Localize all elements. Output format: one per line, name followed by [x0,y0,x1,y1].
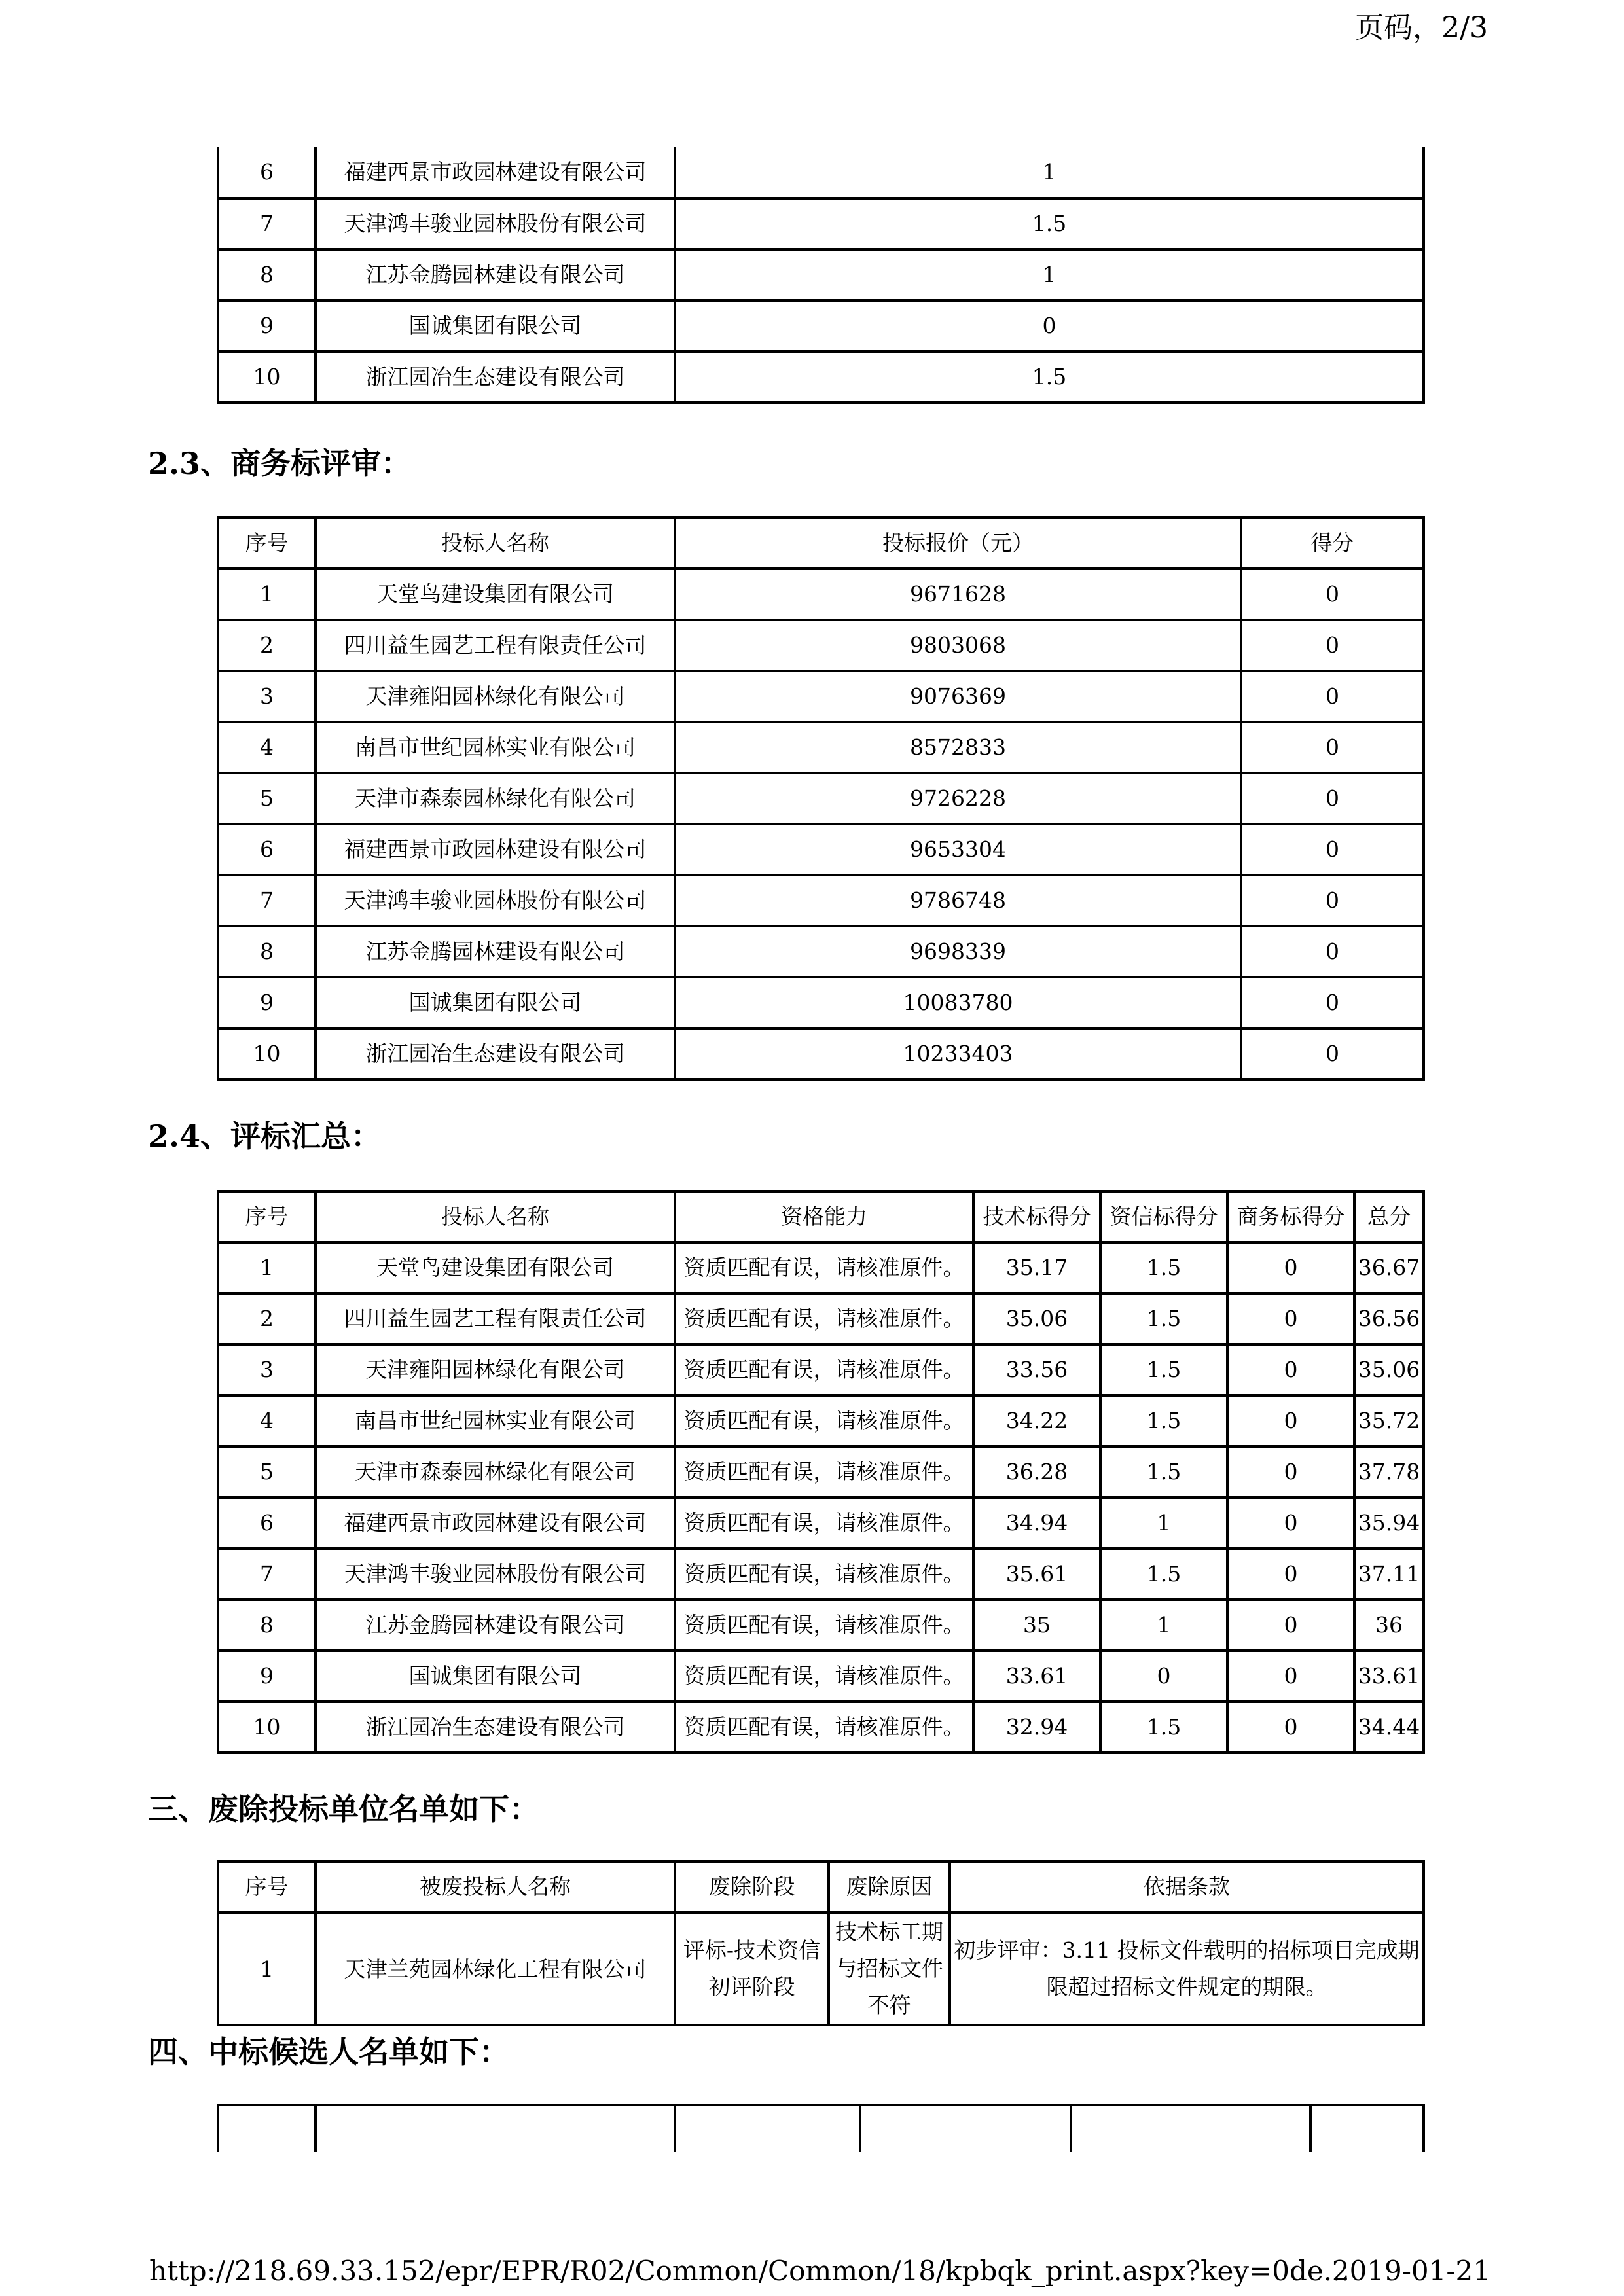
bidder-name: 天堂鸟建设集团有限公司 [316,569,675,620]
empty-cell [675,2105,860,2152]
bidder-name: 天津鸿丰骏业园林股份有限公司 [316,1549,675,1600]
section-3-heading: 三、废除投标单位名单如下： [148,1791,539,1827]
bidder-name: 南昌市世纪园林实业有限公司 [316,1395,675,1446]
table-header-row [218,1191,1424,1242]
bidder-name: 天津市森泰园林绿化有限公司 [316,773,675,824]
bidder-name: 国诚集团有限公司 [316,1651,675,1702]
empty-cell [860,2105,1071,2152]
bidder-name: 江苏金腾园林建设有限公司 [316,926,675,977]
row-number: 10 [218,1028,316,1079]
qualification: 资质匹配有误，请核准原件。 [675,1651,973,1702]
header-basis: 依据条款 [950,1861,1424,1912]
table-row [218,773,1424,824]
header-score: 得分 [1241,518,1424,569]
bid-price: 10233403 [675,1028,1241,1079]
footer-url: http://218.69.33.152/epr/EPR/R02/Common/Common/18/kpbqk_print.aspx?key=0de... [149,2255,1350,2287]
bid-price: 9726228 [675,773,1241,824]
table-row [218,875,1424,926]
tech-score: 33.61 [973,1651,1100,1702]
bidder-name: 南昌市世纪园林实业有限公司 [316,722,675,773]
table-row [218,351,1424,403]
business-score: 0 [1227,1344,1354,1395]
header-no: 序号 [218,1861,316,1912]
tech-score: 35.17 [973,1242,1100,1293]
table-row [218,1702,1424,1753]
bidder-name: 天津雍阳园林绿化有限公司 [316,1344,675,1395]
row-number: 7 [218,198,316,249]
row-number: 1 [218,1912,316,2025]
table-row [218,722,1424,773]
table-row [218,1549,1424,1600]
bidder-name: 浙江园冶生态建设有限公司 [316,351,675,403]
business-score: 0 [1227,1549,1354,1600]
score-value: 0 [1241,620,1424,671]
bidder-name: 江苏金腾园林建设有限公司 [316,249,675,300]
score-value: 0 [1241,569,1424,620]
score-value: 1.5 [675,198,1424,249]
bid-price: 9653304 [675,824,1241,875]
section-4-heading: 四、中标候选人名单如下： [148,2034,509,2070]
basis-clause: 初步评审：3.11 投标文件载明的招标项目完成期限超过招标文件规定的期限。 [950,1912,1424,2025]
page-number: 页码，2/3 [1355,11,1488,45]
score-value: 0 [675,300,1424,351]
total-score: 37.11 [1354,1549,1424,1600]
tech-score: 33.56 [973,1344,1100,1395]
table-row [218,1446,1424,1498]
row-number: 10 [218,1702,316,1753]
business-score: 0 [1227,1293,1354,1344]
header-credit-score: 资信标得分 [1100,1191,1227,1242]
score-value: 1 [675,147,1424,198]
score-value: 1 [675,249,1424,300]
score-value: 0 [1241,824,1424,875]
table-row [218,824,1424,875]
bid-price: 9698339 [675,926,1241,977]
table-row [218,671,1424,722]
table-row [218,1498,1424,1549]
tech-score: 36.28 [973,1446,1100,1498]
credit-score: 1.5 [1100,1702,1227,1753]
row-number: 4 [218,722,316,773]
row-number: 2 [218,620,316,671]
bidder-name: 国诚集团有限公司 [316,300,675,351]
score-value: 0 [1241,773,1424,824]
row-number: 8 [218,249,316,300]
credit-score: 0 [1100,1651,1227,1702]
tech-score: 32.94 [973,1702,1100,1753]
qualification: 资质匹配有误，请核准原件。 [675,1702,973,1753]
table-row [218,977,1424,1028]
header-no: 序号 [218,1191,316,1242]
footer-date: 2019-01-21 [1331,2255,1490,2287]
bidder-name: 天堂鸟建设集团有限公司 [316,1242,675,1293]
row-number: 9 [218,977,316,1028]
total-score: 37.78 [1354,1446,1424,1498]
business-score: 0 [1227,1498,1354,1549]
tech-score: 34.22 [973,1395,1100,1446]
table-row [218,1028,1424,1079]
row-number: 5 [218,1446,316,1498]
qualification: 资质匹配有误，请核准原件。 [675,1344,973,1395]
header-qualification: 资格能力 [675,1191,973,1242]
row-number: 4 [218,1395,316,1446]
header-name: 投标人名称 [316,1191,675,1242]
empty-cell [1071,2105,1310,2152]
bid-price: 9786748 [675,875,1241,926]
empty-cell [218,2105,316,2152]
header-business-score: 商务标得分 [1227,1191,1354,1242]
qualification: 资质匹配有误，请核准原件。 [675,1549,973,1600]
table-row [218,620,1424,671]
qualification: 资质匹配有误，请核准原件。 [675,1446,973,1498]
table-row [218,1912,1424,2025]
row-number: 5 [218,773,316,824]
bidder-name: 国诚集团有限公司 [316,977,675,1028]
row-number: 10 [218,351,316,403]
table-row [218,198,1424,249]
score-value: 0 [1241,671,1424,722]
evaluation-summary-table [217,1190,1425,1754]
disqualification-stage: 评标-技术资信初评阶段 [675,1912,829,2025]
bidder-name: 天津兰苑园林绿化工程有限公司 [316,1912,675,2025]
qualification: 资质匹配有误，请核准原件。 [675,1600,973,1651]
section-2-4-heading: 2.4、评标汇总： [148,1119,382,1154]
total-score: 36.56 [1354,1293,1424,1344]
bidder-name: 浙江园冶生态建设有限公司 [316,1702,675,1753]
table-row [218,2105,1424,2152]
credit-score: 1.5 [1100,1446,1227,1498]
table-row [218,147,1424,198]
row-number: 7 [218,1549,316,1600]
row-number: 8 [218,926,316,977]
tech-score: 35 [973,1600,1100,1651]
tech-score: 35.06 [973,1293,1100,1344]
bidder-name: 天津鸿丰骏业园林股份有限公司 [316,198,675,249]
header-no: 序号 [218,518,316,569]
section-2-3-heading: 2.3、商务标评审： [148,446,412,481]
qualification: 资质匹配有误，请核准原件。 [675,1498,973,1549]
header-reason: 废除原因 [829,1861,950,1912]
bid-price: 9671628 [675,569,1241,620]
empty-cell [316,2105,675,2152]
table-row [218,1293,1424,1344]
qualification: 资质匹配有误，请核准原件。 [675,1242,973,1293]
credit-score: 1.5 [1100,1344,1227,1395]
business-score: 0 [1227,1702,1354,1753]
bidder-name: 四川益生园艺工程有限责任公司 [316,1293,675,1344]
table-header-row [218,518,1424,569]
bid-price: 9803068 [675,620,1241,671]
credit-score: 1.5 [1100,1293,1227,1344]
table-row [218,1651,1424,1702]
disqualified-bidders-table [217,1860,1425,2026]
business-score: 0 [1227,1395,1354,1446]
score-value: 0 [1241,977,1424,1028]
total-score: 36.67 [1354,1242,1424,1293]
total-score: 36 [1354,1600,1424,1651]
row-number: 3 [218,1344,316,1395]
table-row [218,1600,1424,1651]
header-tech-score: 技术标得分 [973,1191,1100,1242]
total-score: 35.72 [1354,1395,1424,1446]
row-number: 7 [218,875,316,926]
business-score: 0 [1227,1446,1354,1498]
table-row [218,249,1424,300]
credit-score: 1.5 [1100,1549,1227,1600]
row-number: 9 [218,1651,316,1702]
credit-score: 1 [1100,1600,1227,1651]
business-score: 0 [1227,1600,1354,1651]
score-value: 0 [1241,1028,1424,1079]
row-number: 6 [218,1498,316,1549]
credit-score: 1.5 [1100,1242,1227,1293]
table-row [218,1242,1424,1293]
tech-score: 34.94 [973,1498,1100,1549]
header-total: 总分 [1354,1191,1424,1242]
qualification: 资质匹配有误，请核准原件。 [675,1395,973,1446]
row-number: 1 [218,569,316,620]
row-number: 6 [218,147,316,198]
empty-cell [1310,2105,1424,2152]
bidder-name: 浙江园冶生态建设有限公司 [316,1028,675,1079]
bid-price: 9076369 [675,671,1241,722]
total-score: 33.61 [1354,1651,1424,1702]
bidder-name: 天津市森泰园林绿化有限公司 [316,1446,675,1498]
header-stage: 废除阶段 [675,1861,829,1912]
table-header-row [218,1861,1424,1912]
score-value: 0 [1241,926,1424,977]
score-value: 0 [1241,722,1424,773]
table-row [218,300,1424,351]
credit-score: 1 [1100,1498,1227,1549]
continued-score-table [217,147,1425,404]
header-price: 投标报价（元） [675,518,1241,569]
bidder-name: 天津雍阳园林绿化有限公司 [316,671,675,722]
bidder-name: 福建西景市政园林建设有限公司 [316,1498,675,1549]
row-number: 6 [218,824,316,875]
business-score: 0 [1227,1242,1354,1293]
business-score: 0 [1227,1651,1354,1702]
tech-score: 35.61 [973,1549,1100,1600]
bidder-name: 江苏金腾园林建设有限公司 [316,1600,675,1651]
bidder-name: 福建西景市政园林建设有限公司 [316,824,675,875]
table-row [218,569,1424,620]
row-number: 8 [218,1600,316,1651]
header-name: 投标人名称 [316,518,675,569]
bidder-name: 福建西景市政园林建设有限公司 [316,147,675,198]
table-row [218,1395,1424,1446]
table-row [218,1344,1424,1395]
score-value: 1.5 [675,351,1424,403]
winning-candidates-table [217,2104,1425,2152]
credit-score: 1.5 [1100,1395,1227,1446]
bid-price: 8572833 [675,722,1241,773]
qualification: 资质匹配有误，请核准原件。 [675,1293,973,1344]
business-bid-table [217,516,1425,1081]
score-value: 0 [1241,875,1424,926]
bid-price: 10083780 [675,977,1241,1028]
row-number: 9 [218,300,316,351]
row-number: 1 [218,1242,316,1293]
bidder-name: 天津鸿丰骏业园林股份有限公司 [316,875,675,926]
row-number: 2 [218,1293,316,1344]
total-score: 34.44 [1354,1702,1424,1753]
total-score: 35.06 [1354,1344,1424,1395]
bidder-name: 四川益生园艺工程有限责任公司 [316,620,675,671]
total-score: 35.94 [1354,1498,1424,1549]
header-name: 被废投标人名称 [316,1861,675,1912]
disqualification-reason: 技术标工期与招标文件不符 [829,1912,950,2025]
table-row [218,926,1424,977]
row-number: 3 [218,671,316,722]
